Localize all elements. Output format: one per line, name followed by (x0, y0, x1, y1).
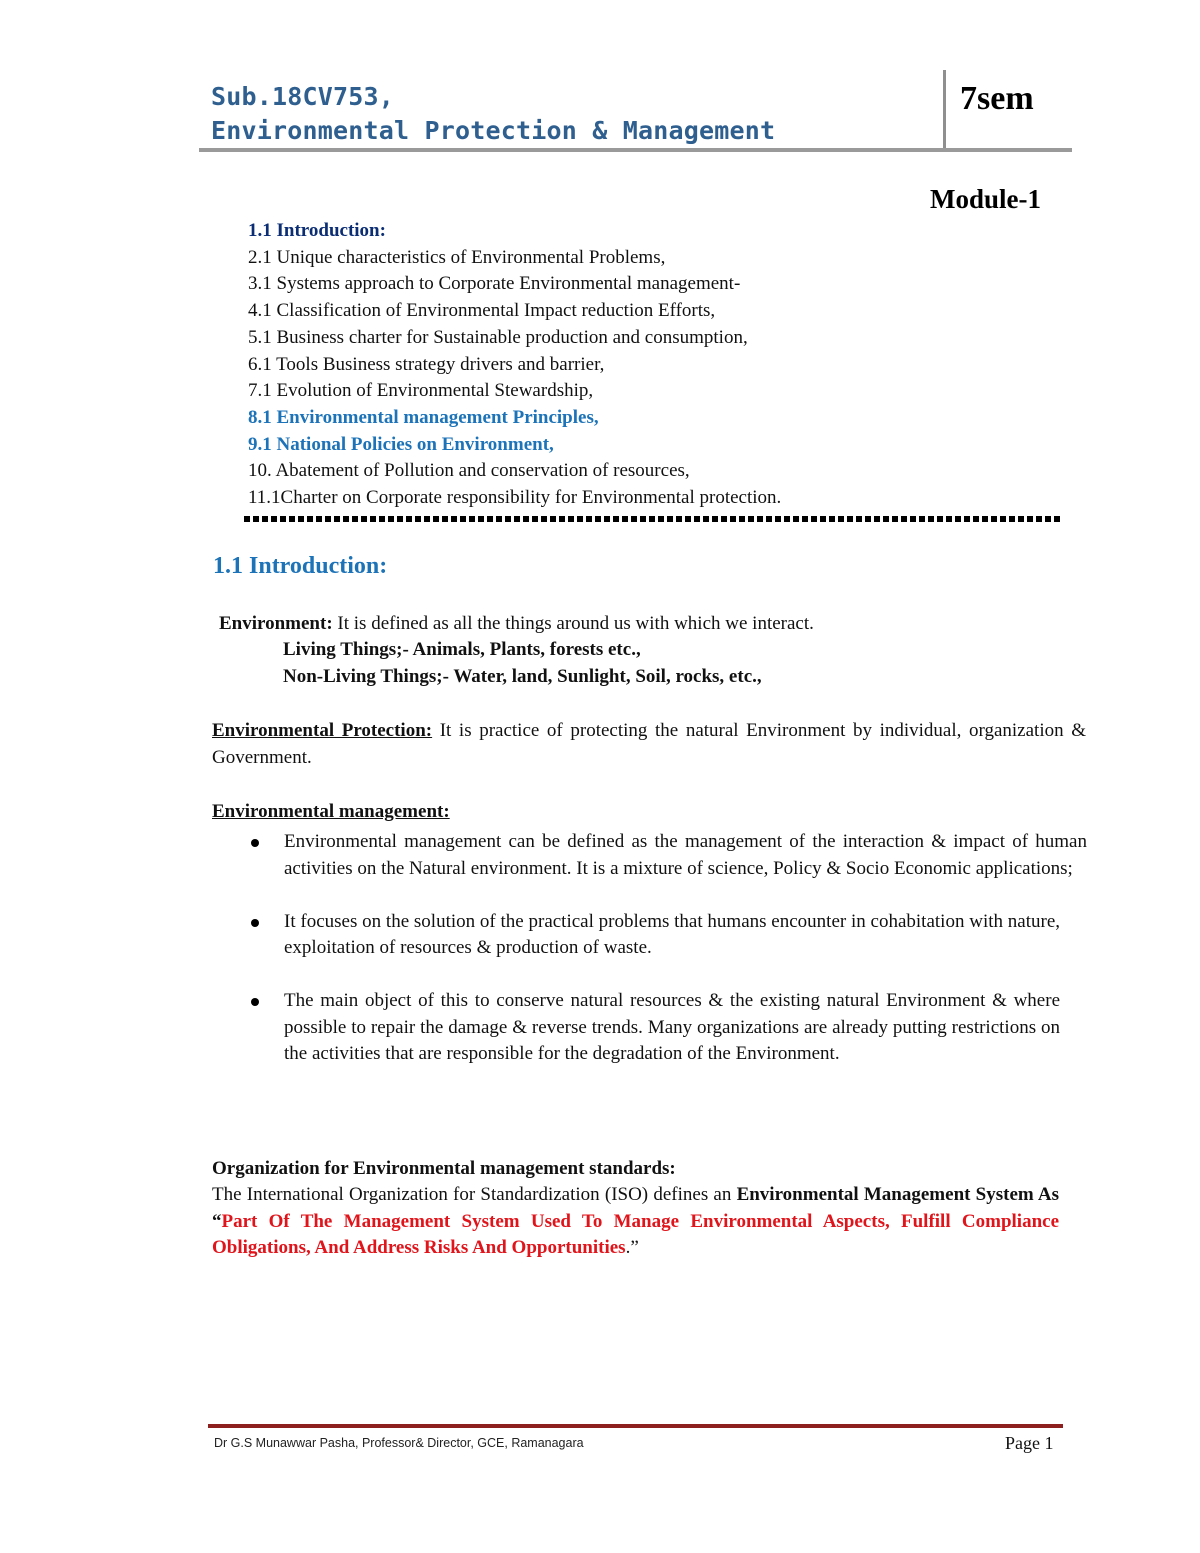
bullet-icon (251, 998, 259, 1006)
bullet-icon (251, 839, 259, 847)
footer-rule (208, 1424, 1063, 1428)
toc-item: 8.1 Environmental management Principles, (248, 406, 599, 428)
list-item (245, 988, 1060, 1068)
toc-item: 1.1 Introduction: (248, 220, 386, 241)
semester-label: 7sem (960, 80, 1034, 117)
list-item (245, 829, 1087, 882)
living-things: Living Things;- Animals, Plants, forests etc., (283, 639, 641, 660)
org-heading: Organization for Environmental management standards: (212, 1158, 676, 1179)
org-text-end: .” (625, 1237, 639, 1258)
toc-item: 4.1 Classification of Environmental Impact reduction Efforts, (248, 300, 716, 322)
management-heading: Environmental management: (212, 801, 450, 822)
toc-item: 2.1 Unique characteristics of Environmental Problems, (248, 246, 666, 268)
environment-definition (219, 611, 814, 638)
protection-paragraph (212, 718, 1086, 771)
header-subject (211, 80, 775, 148)
environment-label: Environment: (219, 613, 333, 634)
org-paragraph (212, 1182, 1059, 1262)
management-bullets (245, 829, 1087, 1094)
subject-title: Environmental Protection & Management (211, 116, 776, 145)
table-of-contents (248, 218, 781, 512)
module-title: Module-1 (930, 184, 1041, 214)
list-item (245, 909, 1060, 962)
org-text: The International Organization for Standardization (ISO) defines an (212, 1184, 737, 1205)
protection-text: It is practice of protecting the natural Environment by individual, organization & Government. (212, 720, 1086, 768)
org-text-as: As “ (212, 1184, 1059, 1232)
bullet-text: The main object of this to conserve natural resources & the existing natural Environment & where possible to repair the damage & reverse trends. Many organizations are already putting restrictions on the activities that are responsible for the degradation of the Environment. (284, 990, 1060, 1064)
toc-item: 7.1 Evolution of Environmental Stewardship, (248, 380, 594, 402)
header-rule (199, 148, 1072, 152)
nonliving-things: Non-Living Things;- Water, land, Sunlight, Soil, rocks, etc., (283, 666, 762, 687)
bullet-text: It focuses on the solution of the practical problems that humans encounter in cohabitation with nature, exploitation of resources & production of waste. (284, 910, 1060, 958)
toc-item: 9.1 National Policies on Environment, (248, 433, 554, 455)
header-divider-vertical (943, 70, 946, 150)
toc-item: 10. Abatement of Pollution and conservation of resources, (248, 460, 690, 482)
section-title: 1.1 Introduction: (213, 553, 388, 579)
toc-item: 6.1 Tools Business strategy drivers and barrier, (248, 353, 605, 375)
toc-item: 5.1 Business charter for Sustainable production and consumption, (248, 326, 748, 348)
section-divider (244, 516, 1063, 522)
iso-definition-quote: Part Of The Management System Used To Manage Environmental Aspects, Fulfill Compliance Obligations, And Address Risks And Opportunities (212, 1210, 1059, 1258)
bullet-text: Environmental management can be defined as the management of the interaction & impact of human activities on the Natural environment. It is a mixture of science, Policy & Socio Economic applications; (284, 831, 1087, 879)
bullet-icon (251, 919, 259, 927)
toc-item: 11.1Charter on Corporate responsibility for Environmental protection. (248, 487, 782, 509)
subject-code: Sub.18CV753, (211, 82, 395, 111)
page-number: Page 1 (1005, 1433, 1054, 1453)
footer-author: Dr G.S Munawwar Pasha, Professor& Director, GCE, Ramanagara (214, 1436, 584, 1450)
org-term: Environmental Management System (736, 1184, 1034, 1205)
environment-text: It is defined as all the things around us with which we interact. (332, 613, 814, 634)
protection-label: Environmental Protection: (212, 720, 433, 741)
toc-item: 3.1 Systems approach to Corporate Environmental management- (248, 273, 741, 295)
